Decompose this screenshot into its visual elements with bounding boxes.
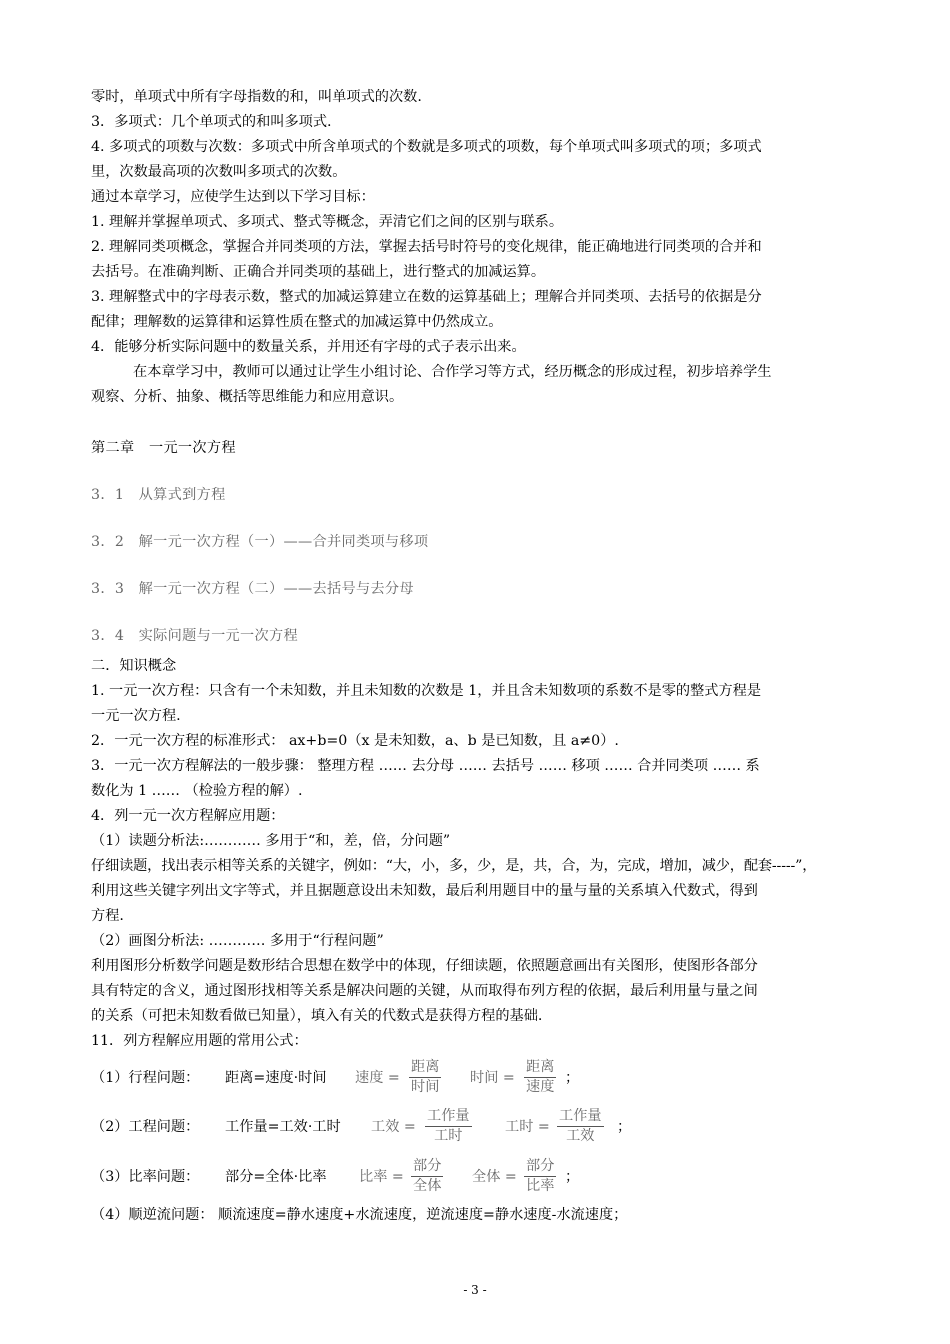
formula-lhs: 工时 =: [505, 1119, 550, 1135]
text-line: 2. 理解同类项概念，掌握合并同类项的方法，掌握去括号时符号的变化规律，能正确地进行同类项的合并和: [91, 239, 762, 255]
text-line: 里，次数最高项的次数叫多项式的次数。: [91, 164, 347, 180]
formula-label: （3）比率问题：: [91, 1169, 200, 1185]
text-line: 通过本章学习，应使学生达到以下学习目标：: [91, 189, 375, 205]
text-line: 零时，单项式中所有字母指数的和，叫单项式的次数.: [91, 89, 422, 105]
text-line: 具有特定的含义，通过图形找相等关系是解决问题的关键，从而取得布列方程的依据，最后利用量与量之间: [91, 983, 758, 999]
fraction-denominator: 时间: [411, 1079, 440, 1095]
text-line: 2．一元一次方程的标准形式： ax+b=0（x 是未知数，a、b 是已知数，且 a≠0）.: [91, 733, 619, 749]
text-line: 一元一次方程.: [91, 708, 181, 724]
formula-base: 工作量=工效·工时: [225, 1119, 341, 1135]
fraction: [524, 1157, 556, 1196]
text-line: 3．多项式：几个单项式的和叫多项式.: [91, 114, 332, 130]
text-line: 配律；理解数的运算律和运算性质在整式的加减运算中仍然成立。: [91, 314, 503, 330]
text-line: 利用这些关键字列出文字等式，并且据题意设出未知数，最后利用题目中的量与量的关系填入代数式，得到: [91, 883, 758, 899]
text-line: 4．列一元一次方程解应用题：: [91, 808, 285, 824]
text-line: 利用图形分析数学问题是数形结合思想在数学中的体现，仔细读题，依照题意画出有关图形，使图形各部分: [91, 958, 758, 974]
formula-lhs: 速度 =: [355, 1070, 400, 1086]
fraction-numerator: 部分: [413, 1158, 442, 1174]
toc-item: 3．3 解一元一次方程（二）——去括号与去分母: [91, 581, 414, 597]
text-line: 11．列方程解应用题的常用公式：: [91, 1033, 308, 1049]
formula-lhs: 比率 =: [359, 1169, 404, 1185]
fraction-denominator: 工时: [425, 1126, 472, 1146]
text-line: （1）读题分析法:………… 多用于“和，差，倍，分问题”: [91, 833, 451, 849]
fraction-numerator: 部分: [526, 1158, 555, 1174]
fraction-denominator: 速度: [526, 1079, 555, 1095]
fraction: [425, 1107, 472, 1146]
formula-base: 部分=全体·比率: [225, 1169, 327, 1185]
chapter-heading: 第二章 一元一次方程: [91, 440, 236, 456]
fraction-denominator: 比率: [526, 1178, 555, 1194]
text-line: 1. 理解并掌握单项式、多项式、整式等概念，弄清它们之间的区别与联系。: [91, 214, 564, 230]
section-heading: 二．知识概念: [91, 658, 177, 674]
fraction-denominator: 工效: [557, 1126, 604, 1146]
text-line: 的关系（可把未知数看做已知量），填入有关的代数式是获得方程的基础.: [91, 1008, 543, 1024]
text-line: 数化为 1 …… （检验方程的解）.: [91, 783, 303, 799]
fraction-numerator: 距离: [526, 1059, 555, 1075]
formula-base: 距离=速度·时间: [225, 1070, 327, 1086]
fraction: [524, 1058, 556, 1097]
page-number: - 3 -: [463, 1283, 487, 1297]
fraction: [409, 1058, 441, 1097]
text-line: 4. 多项式的项数与次数：多项式中所含单项式的个数就是多项式的项数，每个单项式叫多项式的项；多项式: [91, 139, 762, 155]
text-line: 4．能够分析实际问题中的数量关系，并用还有字母的式子表示出来。: [91, 339, 526, 355]
text-line: 去括号。在准确判断、正确合并同类项的基础上，进行整式的加减运算。: [91, 264, 546, 280]
toc-item: 3．2 解一元一次方程（一）——合并同类项与移项: [91, 534, 429, 550]
formula-tail: ；: [565, 1169, 580, 1185]
formula-lhs: 时间 =: [470, 1070, 515, 1086]
fraction-denominator: 全体: [413, 1178, 442, 1194]
text-line: （4）顺逆流问题： 顺流速度=静水速度+水流速度，逆流速度=静水速度-水流速度；: [91, 1207, 628, 1223]
fraction: [557, 1107, 604, 1146]
fraction-numerator: 距离: [411, 1059, 440, 1075]
text-line: 方程.: [91, 908, 124, 924]
formula-lhs: 工效 =: [371, 1119, 416, 1135]
formula-lhs: 全体 =: [472, 1169, 517, 1185]
text-line: （2）画图分析法: ………… 多用于“行程问题”: [91, 933, 384, 949]
text-line: 3. 理解整式中的字母表示数，整式的加减运算建立在数的运算基础上；理解合并同类项、去括号的依据是分: [91, 289, 762, 305]
toc-item: 3．4 实际问题与一元一次方程: [91, 628, 298, 644]
text-line: 仔细读题，找出表示相等关系的关键字，例如：“大，小，多，少，是，共，合，为，完成，增加，减少，配套-----”，: [91, 858, 817, 874]
formula-tail: ；: [565, 1070, 580, 1086]
formula-label: （1）行程问题：: [91, 1070, 200, 1086]
text-line: 3．一元一次方程解法的一般步骤： 整理方程 …… 去分母 …… 去括号 …… 移项 …… 合并同类项 …… 系: [91, 758, 760, 774]
formula-tail: ；: [617, 1119, 632, 1135]
fraction-numerator: 工作量: [427, 1108, 470, 1124]
formula-label: （2）工程问题：: [91, 1119, 200, 1135]
text-line: 观察、分析、抽象、概括等思维能力和应用意识。: [91, 389, 404, 405]
text-line: 在本章学习中，教师可以通过让学生小组讨论、合作学习等方式，经历概念的形成过程，初步培养学生: [133, 364, 772, 380]
fraction-numerator: 工作量: [559, 1108, 602, 1124]
toc-item: 3．1 从算式到方程: [91, 487, 226, 503]
fraction: [411, 1157, 443, 1196]
text-line: 1. 一元一次方程：只含有一个未知数，并且未知数的次数是 1，并且含未知数项的系数不是零的整式方程是: [91, 683, 762, 699]
